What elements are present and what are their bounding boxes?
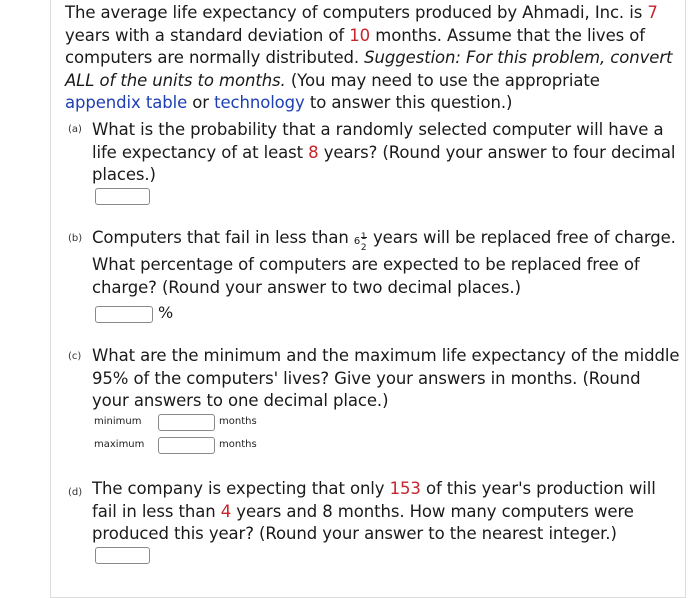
fraction-whole: 6 (353, 236, 361, 247)
part-b-text: Computers that fail in less than (92, 228, 354, 247)
sd-value: 10 (349, 25, 371, 45)
maximum-input[interactable] (158, 437, 215, 454)
part-b-question-line2: What percentage of computers are expected to be replaced free of charge? (Round your answer to two decimal places.) (92, 255, 640, 297)
minimum-label: minimum (94, 416, 142, 427)
minimum-input[interactable] (158, 414, 215, 431)
maximum-label: maximum (94, 439, 145, 450)
intro-text: or (187, 93, 215, 112)
part-a-years: 8 (308, 142, 319, 162)
part-a-text: What is the probability that a randomly selected computer will have a life expectancy of at least (92, 120, 664, 162)
part-d-count: 153 (389, 479, 421, 498)
part-d-label: (d) (68, 487, 83, 498)
intro-text: The average life expectancy of computers produced by Ahmadi, Inc. is (65, 3, 648, 22)
part-d-text: of this year's production will fail in less than (92, 479, 656, 521)
part-a-label: (a) (68, 124, 82, 135)
part-b-answer-input[interactable] (95, 306, 153, 323)
appendix-table-link[interactable]: appendix table (65, 93, 188, 112)
technology-link[interactable]: technology (214, 93, 305, 112)
maximum-unit: months (219, 439, 257, 450)
problem-statement (65, 2, 680, 115)
mean-value: 7 (647, 3, 658, 22)
part-a-text: years? (Round your answer to four decimal places.) (92, 142, 676, 184)
percent-unit: % (158, 303, 174, 322)
part-b-text: years will be replaced free of charge. (367, 228, 676, 247)
intro-text: months. Assume that the lives of computers are normally distributed. (65, 25, 645, 67)
intro-text: (You may need to use the appropriate (285, 70, 600, 90)
part-d-answer-input[interactable] (95, 547, 150, 564)
part-a-answer-input[interactable] (95, 188, 150, 205)
part-d-question (92, 478, 682, 546)
part-d-years: 4 (220, 501, 232, 521)
part-c-question: What are the minimum and the maximum life expectancy of the middle 95% of the computers' lives? Give your answers in months. (Round your answers to one decimal place.) (92, 346, 680, 410)
part-b-question (92, 227, 682, 253)
intro-text: years with a standard deviation of (65, 25, 350, 45)
intro-text: to answer this question.) (304, 93, 513, 112)
suggestion-text: Suggestion: For this problem, convert ALL of the units to months. (65, 48, 673, 90)
minimum-unit: months (219, 416, 257, 427)
part-a-question (92, 119, 682, 187)
fraction-denominator: 2 (360, 243, 367, 253)
part-c-label: (c) (68, 351, 82, 362)
part-b-label: (b) (68, 233, 83, 244)
part-d-text: The company is expecting that only (92, 479, 390, 498)
fraction-six-and-half (353, 229, 368, 253)
part-d-text: years and 8 months. How many computers were produced this year? (Round your answer to the nearest integer.) (92, 501, 634, 543)
